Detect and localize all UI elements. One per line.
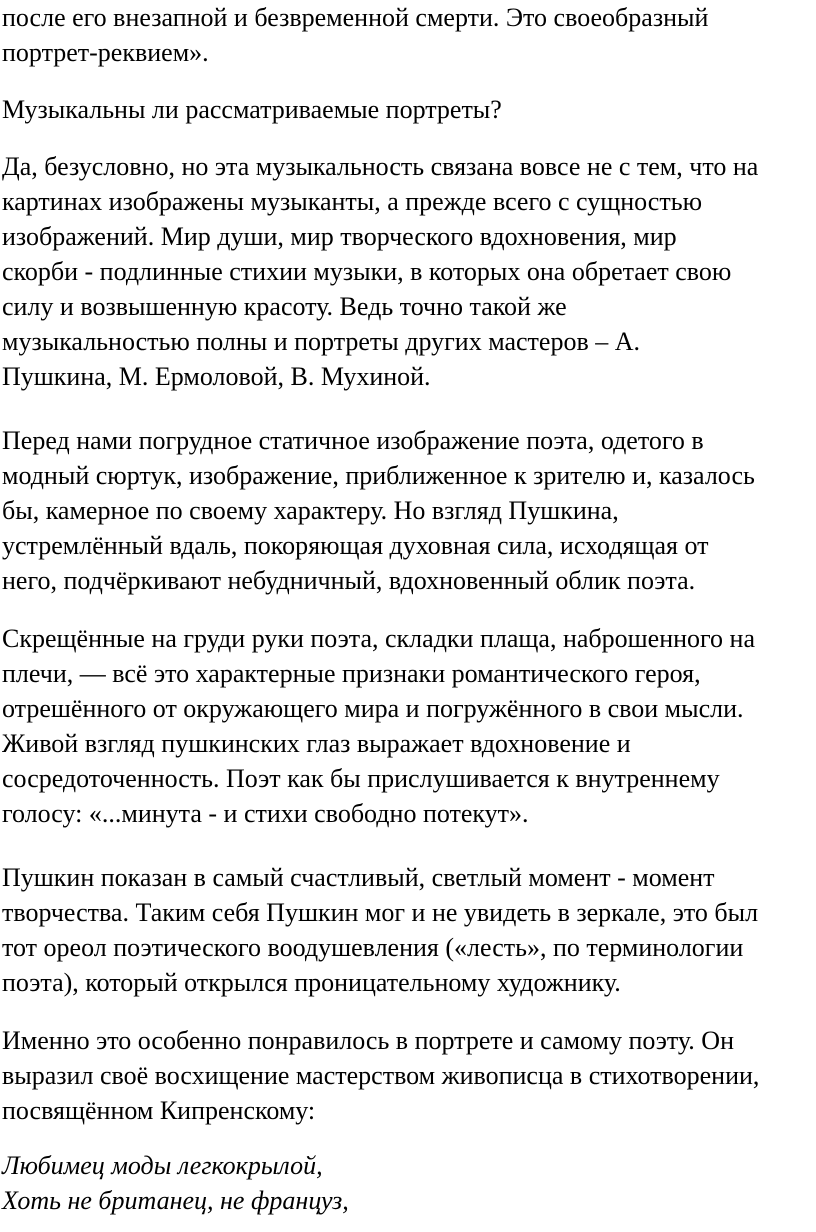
- text-line: Музыкальны ли рассматриваемые портреты?: [2, 95, 502, 124]
- text-line: выразил своё восхищение мастерством живописца в стихотворении,: [2, 1061, 760, 1090]
- text-line: голосу: «...минута - и стихи свободно потекут».: [2, 799, 529, 828]
- text-line: отрешённого от окружающего мира и погружённого в свои мысли.: [2, 694, 744, 723]
- text-line: плечи, — всё это характерные признаки романтического героя,: [2, 659, 701, 688]
- paragraph-4: [2, 423, 814, 598]
- paragraph-6: [2, 860, 814, 1000]
- poem-excerpt: [2, 1148, 814, 1218]
- text-line: Да, безусловно, но эта музыкальность связана вовсе не с тем, что на: [2, 152, 759, 181]
- text-line: портрет-реквием».: [2, 38, 209, 67]
- text-line: посвящённом Кипренскому:: [2, 1096, 316, 1125]
- paragraph-5: [2, 621, 814, 831]
- paragraph-7: [2, 1023, 814, 1128]
- text-line: Именно это особенно понравилось в портрете и самому поэту. Он: [2, 1026, 734, 1055]
- poem-line: Любимец моды легкокрылой,: [2, 1151, 323, 1180]
- text-line: поэта), который открылся проницательному художнику.: [2, 968, 621, 997]
- text-line: Перед нами погрудное статичное изображение поэта, одетого в: [2, 426, 704, 455]
- paragraph-1: [2, 0, 814, 70]
- poem-line: Хоть не британец, не француз,: [2, 1186, 349, 1215]
- text-line: изображений. Мир души, мир творческого вдохновения, мир: [2, 222, 677, 251]
- paragraph-2: [2, 92, 814, 127]
- text-line: модный сюртук, изображение, приближенное к зрителю и, казалось: [2, 461, 755, 490]
- text-line: устремлённый вдаль, покоряющая духовная сила, исходящая от: [2, 531, 709, 560]
- text-line: сосредоточенность. Поэт как бы прислушивается к внутреннему: [2, 764, 720, 793]
- text-line: картинах изображены музыканты, а прежде всего с сущностью: [2, 187, 702, 216]
- text-line: музыкальностью полны и портреты других мастеров – А.: [2, 327, 641, 356]
- paragraph-3: [2, 149, 814, 394]
- text-line: него, подчёркивают небудничный, вдохновенный облик поэта.: [2, 566, 696, 595]
- text-line: тот ореол поэтического воодушевления («лесть», по терминологии: [2, 933, 744, 962]
- text-line: силу и возвышенную красоту. Ведь точно такой же: [2, 292, 567, 321]
- text-line: Пушкин показан в самый счастливый, светлый момент - момент: [2, 863, 715, 892]
- text-line: Пушкина, М. Ермоловой, В. Мухиной.: [2, 362, 431, 391]
- text-line: творчества. Таким себя Пушкин мог и не увидеть в зеркале, это был: [2, 898, 759, 927]
- text-line: бы, камерное по своему характеру. Но взгляд Пушкина,: [2, 496, 619, 525]
- text-line: Скрещённые на груди руки поэта, складки плаща, наброшенного на: [2, 624, 755, 653]
- text-line: Живой взгляд пушкинских глаз выражает вдохновение и: [2, 729, 631, 758]
- text-line: после его внезапной и безвременной смерти. Это своеобразный: [2, 3, 709, 32]
- text-line: скорби - подлинные стихии музыки, в которых она обретает свою: [2, 257, 732, 286]
